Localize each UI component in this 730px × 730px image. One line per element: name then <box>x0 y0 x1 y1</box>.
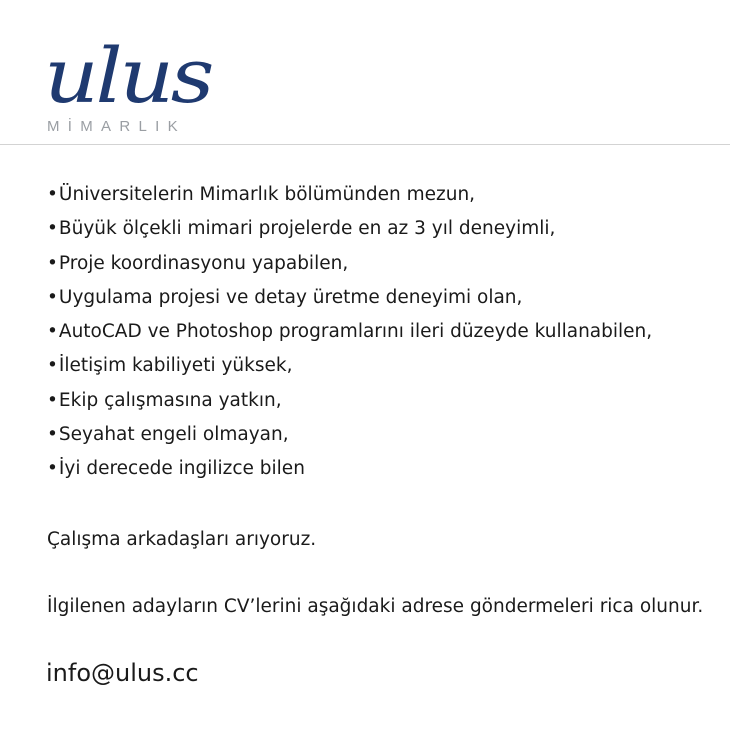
logo-subtitle: MİMARLIK <box>47 118 186 135</box>
list-item <box>47 247 652 281</box>
list-item-text: Proje koordinasyonu yapabilen, <box>58 252 349 274</box>
list-item-text: İyi derecede ingilizce bilen <box>58 458 305 480</box>
bullet-icon: • <box>47 424 58 446</box>
header-divider <box>0 144 730 145</box>
bullet-icon: • <box>47 321 58 343</box>
list-item <box>47 315 652 349</box>
bullet-icon: • <box>47 355 58 377</box>
list-item <box>47 452 652 486</box>
list-item-text: Büyük ölçekli mimari projelerde en az 3 yıl deneyimli, <box>58 218 556 240</box>
company-logo <box>44 31 244 138</box>
list-item-text: AutoCAD ve Photoshop programlarını ileri düzeyde kullanabilen, <box>58 321 653 343</box>
requirements-list <box>47 178 652 487</box>
bullet-icon: • <box>47 218 58 240</box>
list-item-text: Uygulama projesi ve detay üretme deneyimi olan, <box>58 286 523 308</box>
list-item-text: Ekip çalışmasına yatkın, <box>58 389 282 411</box>
bullet-icon: • <box>47 184 58 205</box>
search-paragraph: Çalışma arkadaşları arıyoruz. <box>47 529 317 550</box>
bullet-icon: • <box>47 458 58 480</box>
list-item <box>47 349 652 383</box>
header <box>0 0 730 145</box>
bullet-icon: • <box>47 286 58 308</box>
list-item <box>47 384 652 418</box>
list-item-text: Üniversitelerin Mimarlık bölümünden mezun, <box>58 184 476 205</box>
list-item-text: İletişim kabiliyeti yüksek, <box>58 355 293 377</box>
bullet-icon: • <box>47 252 58 274</box>
apply-paragraph: İlgilenen adayların CV’lerini aşağıdaki adrese göndermeleri rica olunur. <box>47 596 704 617</box>
contact-email[interactable]: info@ulus.cc <box>46 659 199 687</box>
list-item <box>47 178 652 212</box>
bullet-icon: • <box>47 389 58 411</box>
list-item <box>47 281 652 315</box>
list-item <box>47 418 652 452</box>
logo-wordmark: ulus <box>44 31 212 120</box>
list-item-text: Seyahat engeli olmayan, <box>58 424 289 446</box>
list-item <box>47 212 652 246</box>
